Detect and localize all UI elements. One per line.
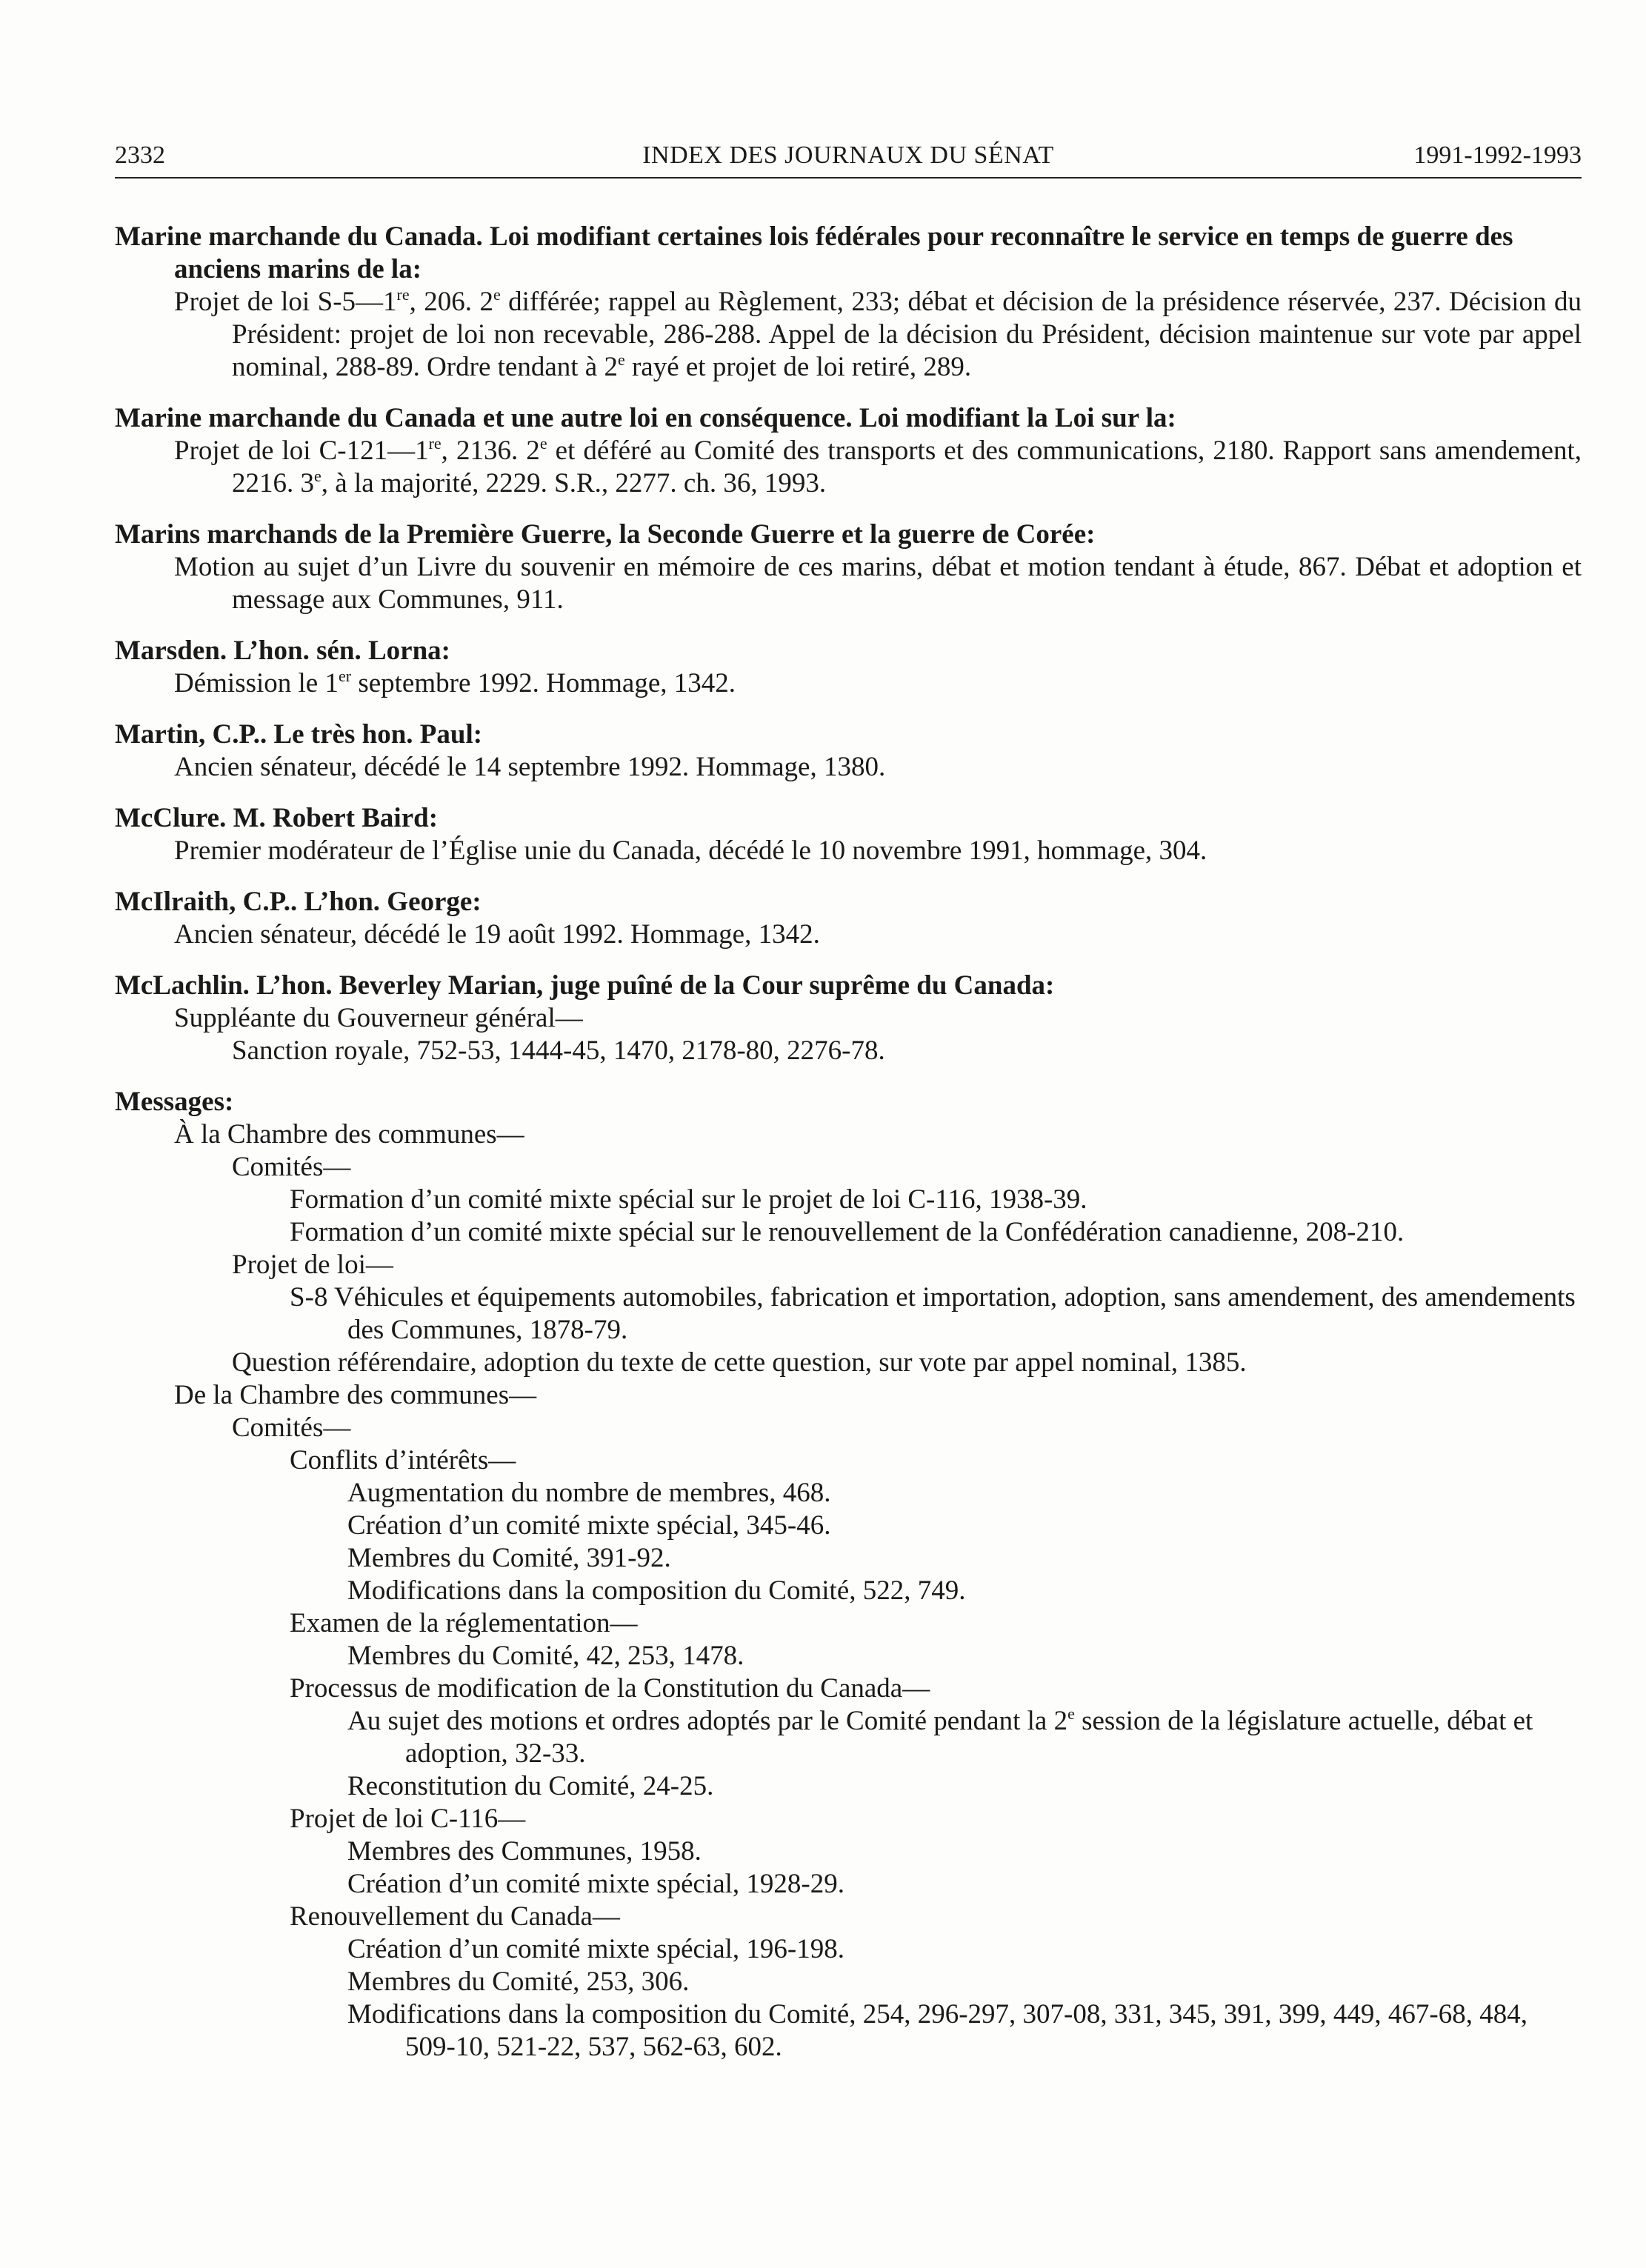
index-entries <box>115 221 1582 2082</box>
index-entry <box>115 886 1582 951</box>
entry-line: Comités— <box>232 1413 351 1443</box>
index-entry <box>115 221 1582 384</box>
entry-line: Projet de loi S-5—1re, 206. 2e différée; rappel au Règlement, 233; débat et décision de la présidence réservée, 237. Décision du Président: projet de loi non recevable, 286-288. Appel de la décision du Président, décision maintenue sur vote par appel nominal, 288-89. Ordre tendant à 2e rayé et projet de loi retiré, 289. <box>174 285 1582 382</box>
entry-line: Question référendaire, adoption du texte de cette question, sur vote par appel nominal, 1385. <box>232 1347 1247 1378</box>
entry-line: Processus de modification de la Constitution du Canada— <box>290 1673 930 1704</box>
running-header <box>115 136 1582 179</box>
running-title: INDEX DES JOURNAUX DU SÉNAT <box>642 141 1054 169</box>
entry-line: Modifications dans la composition du Comité, 254, 296-297, 307-08, 331, 345, 391, 399, 449, 467-68, 484, 509-10, 521-22, 537, 562-63, 602. <box>347 1999 1527 2062</box>
entry-heading: Martin, C.P.. Le très hon. Paul: <box>115 719 483 750</box>
entry-line: Membres du Comité, 42, 253, 1478. <box>347 1641 744 1671</box>
entry-line: Renouvellement du Canada— <box>290 1901 620 1932</box>
entry-line: Création d’un comité mixte spécial, 345-46. <box>347 1510 831 1541</box>
entry-heading: McLachlin. L’hon. Beverley Marian, juge puîné de la Cour suprême du Canada: <box>115 970 1055 1001</box>
entry-line: Membres des Communes, 1958. <box>347 1836 702 1867</box>
entry-heading: Marsden. L’hon. sén. Lorna: <box>115 636 450 666</box>
entry-line: Création d’un comité mixte spécial, 196-198. <box>347 1934 844 1964</box>
entry-line: Membres du Comité, 253, 306. <box>347 1967 690 1997</box>
entry-heading: McIlraith, C.P.. L’hon. George: <box>115 887 482 917</box>
entry-line: Conflits d’intérêts— <box>290 1445 516 1475</box>
entry-heading: Marine marchande du Canada et une autre loi en conséquence. Loi modifiant la Loi sur la: <box>115 403 1176 433</box>
index-entry <box>115 718 1582 784</box>
entry-line: Création d’un comité mixte spécial, 1928-29. <box>347 1869 844 1899</box>
page-number: 2332 <box>115 141 165 169</box>
entry-heading: Marins marchands de la Première Guerre, la Seconde Guerre et la guerre de Corée: <box>115 519 1096 550</box>
entry-line: Membres du Comité, 391-92. <box>347 1543 671 1573</box>
entry-heading: Marine marchande du Canada. Loi modifiant certaines lois fédérales pour reconnaître le service en temps de guerre des anciens marins de la: <box>115 221 1513 284</box>
entry-line: Formation d’un comité mixte spécial sur le projet de loi C-116, 1938-39. <box>290 1184 1087 1215</box>
entry-line: Au sujet des motions et ordres adoptés par le Comité pendant la 2e session de la législature actuelle, débat et adoption, 32-33. <box>347 1704 1533 1769</box>
entry-line: Sanction royale, 752-53, 1444-45, 1470, 2178-80, 2276-78. <box>232 1035 885 1066</box>
entry-line: Reconstitution du Comité, 24-25. <box>347 1771 714 1801</box>
entry-line: Augmentation du nombre de membres, 468. <box>347 1478 831 1508</box>
index-entry <box>115 802 1582 867</box>
entry-line: Projet de loi C-121—1re, 2136. 2e et déféré au Comité des transports et des communications, 2180. Rapport sans amendement, 2216. 3e, à la majorité, 2229. S.R., 2277. ch. 36, 1993. <box>174 434 1582 498</box>
entry-line: De la Chambre des communes— <box>174 1380 537 1410</box>
index-entry <box>115 518 1582 616</box>
entry-line: S-8 Véhicules et équipements automobiles, fabrication et importation, adoption, sans amendement, des amendements des Communes, 1878-79. <box>290 1282 1576 1345</box>
index-entry <box>115 1086 1582 2064</box>
entry-line: Ancien sénateur, décédé le 19 août 1992. Hommage, 1342. <box>174 919 820 950</box>
index-entry <box>115 635 1582 700</box>
entry-heading: Messages: <box>115 1087 234 1117</box>
entry-line: Premier modérateur de l’Église unie du Canada, décédé le 10 novembre 1991, hommage, 304. <box>174 836 1207 866</box>
entry-line: Projet de loi— <box>232 1250 393 1280</box>
entry-line: Démission le 1er septembre 1992. Hommage, 1342. <box>174 667 736 698</box>
entry-line: Suppléante du Gouverneur général— <box>174 1003 583 1033</box>
index-entry <box>115 402 1582 500</box>
entry-line: Motion au sujet d’un Livre du souvenir en mémoire de ces marins, débat et motion tendant à étude, 867. Débat et adoption et message aux Communes, 911. <box>174 552 1582 615</box>
entry-line: Examen de la réglementation— <box>290 1608 638 1638</box>
session-years: 1991-1992-1993 <box>1413 141 1582 169</box>
index-entry <box>115 970 1582 1067</box>
entry-line: Modifications dans la composition du Comité, 522, 749. <box>347 1575 966 1606</box>
entry-heading: McClure. M. Robert Baird: <box>115 803 439 833</box>
entry-line: Comités— <box>232 1152 351 1182</box>
entry-line: Projet de loi C-116— <box>290 1804 526 1834</box>
entry-line: À la Chambre des communes— <box>174 1119 524 1150</box>
entry-line: Formation d’un comité mixte spécial sur le renouvellement de la Confédération canadienne, 208-210. <box>290 1217 1405 1247</box>
entry-line: Ancien sénateur, décédé le 14 septembre 1992. Hommage, 1380. <box>174 752 886 782</box>
